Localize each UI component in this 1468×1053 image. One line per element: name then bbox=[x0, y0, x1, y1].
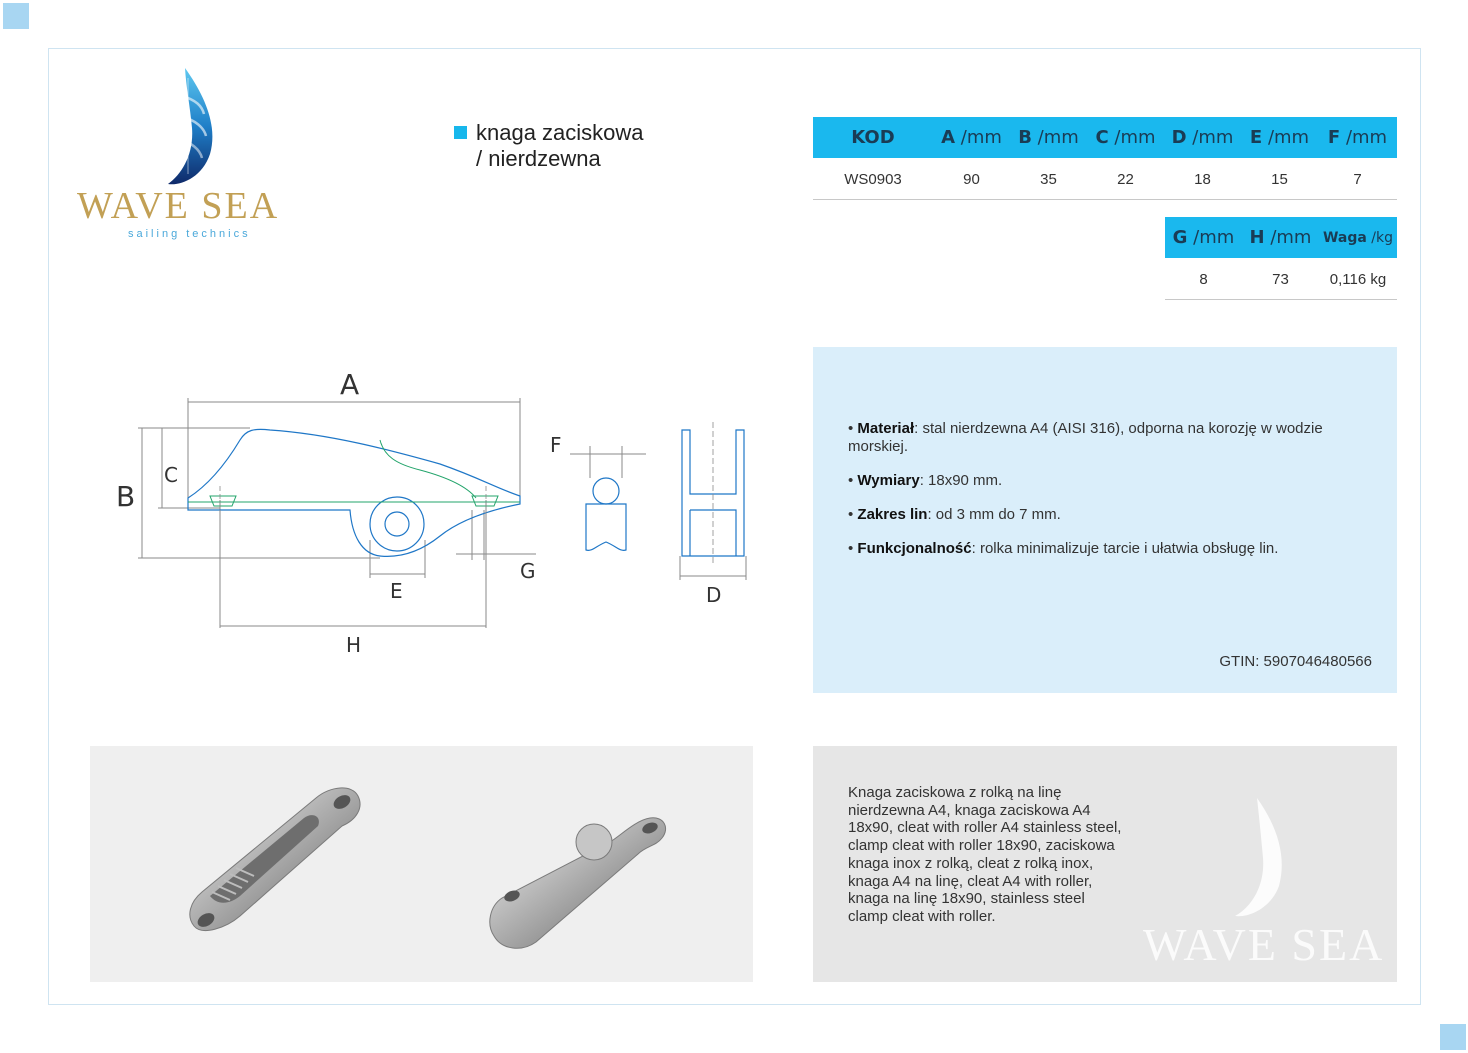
header-c: C /mm bbox=[1087, 117, 1164, 159]
product-title-line-2: / nierdzewna bbox=[476, 146, 601, 171]
dim-label-f: F bbox=[550, 433, 562, 457]
header-f: F /mm bbox=[1318, 117, 1397, 159]
feature-list bbox=[848, 420, 1373, 574]
list-item: • Funkcjonalność: rolka minimalizuje tarcie i ułatwia obsługę lin. bbox=[848, 540, 1279, 557]
header-d: D /mm bbox=[1164, 117, 1241, 159]
dim-label-g: G bbox=[520, 559, 536, 583]
cell-f: 7 bbox=[1318, 159, 1397, 199]
technical-drawing bbox=[100, 360, 780, 660]
dim-label-b: B bbox=[116, 480, 136, 513]
header-b: B /mm bbox=[1010, 117, 1087, 159]
dim-label-e: E bbox=[390, 579, 403, 603]
cell-g: 8 bbox=[1165, 259, 1242, 299]
table-row bbox=[1165, 259, 1397, 299]
title-bullet-square bbox=[454, 126, 467, 139]
cell-a: 90 bbox=[933, 159, 1010, 199]
cell-kod: WS0903 bbox=[813, 159, 933, 199]
dim-label-a: A bbox=[340, 368, 360, 401]
spec-header-row bbox=[813, 117, 1397, 159]
cell-d: 18 bbox=[1164, 159, 1241, 199]
logo-wordmark: WAVE SEA bbox=[77, 185, 280, 227]
dim-label-c: C bbox=[164, 463, 178, 487]
gtin-code: GTIN: 5907046480566 bbox=[1219, 653, 1372, 670]
product-title-line-1: knaga zaciskowa bbox=[476, 120, 644, 145]
description-panel bbox=[813, 347, 1397, 693]
spec-table-extra bbox=[1165, 217, 1397, 300]
cell-h: 73 bbox=[1242, 259, 1319, 299]
list-item: • Wymiary: 18x90 mm. bbox=[848, 472, 1003, 489]
product-photo bbox=[90, 746, 753, 982]
cell-waga: 0,116 kg bbox=[1319, 259, 1397, 299]
dim-label-d: D bbox=[706, 583, 722, 607]
header-e: E /mm bbox=[1241, 117, 1318, 159]
spec-header-row bbox=[1165, 217, 1397, 259]
corner-marker-top bbox=[3, 3, 29, 29]
header-g: G /mm bbox=[1165, 217, 1242, 259]
header-kod: KOD bbox=[813, 117, 933, 159]
corner-marker-bottom bbox=[1440, 1024, 1466, 1050]
product-title bbox=[476, 120, 644, 172]
watermark-sail-icon bbox=[1213, 796, 1293, 926]
cell-b: 35 bbox=[1010, 159, 1087, 199]
header-a: A /mm bbox=[933, 117, 1010, 159]
spec-table-dimensions bbox=[813, 117, 1397, 200]
keywords-panel bbox=[813, 746, 1397, 982]
keywords-text: Knaga zaciskowa z rolką na linę nierdzewna A4, knaga zaciskowa A4 18x90, cleat with roller A4 stainless steel, clamp cleat with roller 18x90, zaciskowa knaga inox z rolką, cleat z rolką inox, knaga A4 na linę, cleat A4 with roller, knaga na linę 18x90, stainless steel clamp cleat with roller. bbox=[848, 784, 1122, 925]
logo-tagline: sailing technics bbox=[128, 228, 251, 240]
list-item: • Zakres lin: od 3 mm do 7 mm. bbox=[848, 506, 1061, 523]
header-waga: Waga /kg bbox=[1319, 217, 1397, 259]
list-item: • Materiał: stal nierdzewna A4 (AISI 316), odporna na korozję w wodzie morskiej. bbox=[848, 420, 1323, 455]
header-h: H /mm bbox=[1242, 217, 1319, 259]
table-row bbox=[813, 159, 1397, 199]
cell-e: 15 bbox=[1241, 159, 1318, 199]
cell-c: 22 bbox=[1087, 159, 1164, 199]
watermark-text: WAVE SEA bbox=[1143, 919, 1385, 970]
dim-label-h: H bbox=[346, 633, 362, 657]
